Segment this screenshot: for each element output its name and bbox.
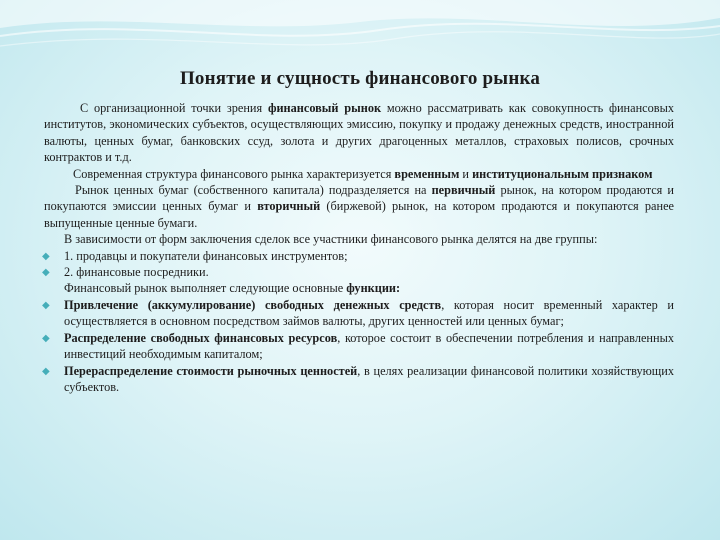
paragraph-definition: [44, 100, 674, 166]
function-text: , в целях реализации финансовой политики хозяйствующих субъектов.: [64, 363, 674, 394]
list-item-function: [44, 363, 674, 396]
paragraph-structure: [44, 166, 674, 182]
function-text: , которая носит временный характер и осуществляется в основном посредством займов валюты, других ценностей или ценных бумаг;: [64, 297, 674, 329]
function-title: Распределение свободных финансовых ресурсов: [64, 330, 338, 345]
paragraph-securities-market: [44, 182, 674, 231]
bullet-icon: ◆: [42, 332, 50, 344]
bullet-icon: ◆: [42, 250, 50, 262]
text: и: [459, 166, 473, 181]
paragraph-groups-intro: В зависимости от форм заключения сделок все участники финансового рынка делятся на две группы:: [64, 232, 598, 247]
list-item-group: [44, 248, 674, 264]
text: (биржевой) рынок, на котором продаются и покупаются ранее выпущенные ценные бумаги.: [44, 199, 674, 230]
slide-body: [44, 100, 674, 395]
text: С организационной точки зрения: [80, 101, 268, 115]
bullet-icon: ◆: [42, 267, 50, 279]
term-temporal: временным: [394, 166, 460, 181]
list-item-function: [44, 297, 674, 330]
list-item-text: 2. финансовые посредники.: [64, 265, 209, 280]
list-item-group: [44, 264, 674, 280]
text: Рынок ценных бумаг (собственного капитала) подразделяется на: [75, 183, 432, 198]
term-financial-market: финансовый рынок: [267, 101, 382, 115]
list-item-function: [44, 330, 674, 363]
text: рынок, на котором продаются и покупаются эмиссии ценных бумаг и: [44, 183, 674, 214]
text: Современная структура финансового рынка характеризуется: [73, 166, 395, 181]
term-institutional: институциональным признаком: [472, 166, 653, 181]
function-text: , которое состоит в обеспечении потребления и направленных инвестиций необходимым капиталом;: [64, 330, 674, 362]
function-title: Перераспределение стоимости рыночных ценностей: [64, 363, 358, 378]
term-secondary: вторичный: [257, 199, 321, 214]
bullet-icon: ◆: [42, 365, 50, 377]
list-item-text: 1. продавцы и покупатели финансовых инструментов;: [64, 248, 348, 263]
term-functions: функции:: [346, 281, 401, 296]
page-title: Понятие и сущность финансового рынка: [179, 68, 541, 89]
text: Финансовый рынок выполняет следующие основные: [64, 281, 347, 296]
function-title: Привлечение (аккумулирование) свободных денежных средств: [64, 297, 442, 312]
paragraph-functions-intro: [44, 280, 674, 296]
bullet-icon: ◆: [42, 299, 50, 311]
term-primary: первичный: [431, 183, 496, 198]
text: можно рассматривать как совокупность финансовых институтов, экономических субъектов, осуществляющих эмиссию, покупку и продажу денежных средств, иностранной валюты, ценных бумаг, банковских ссуд, золота и других драгоценных металлов, страховых полисов, срочных контрактов и т.д.: [44, 101, 674, 165]
